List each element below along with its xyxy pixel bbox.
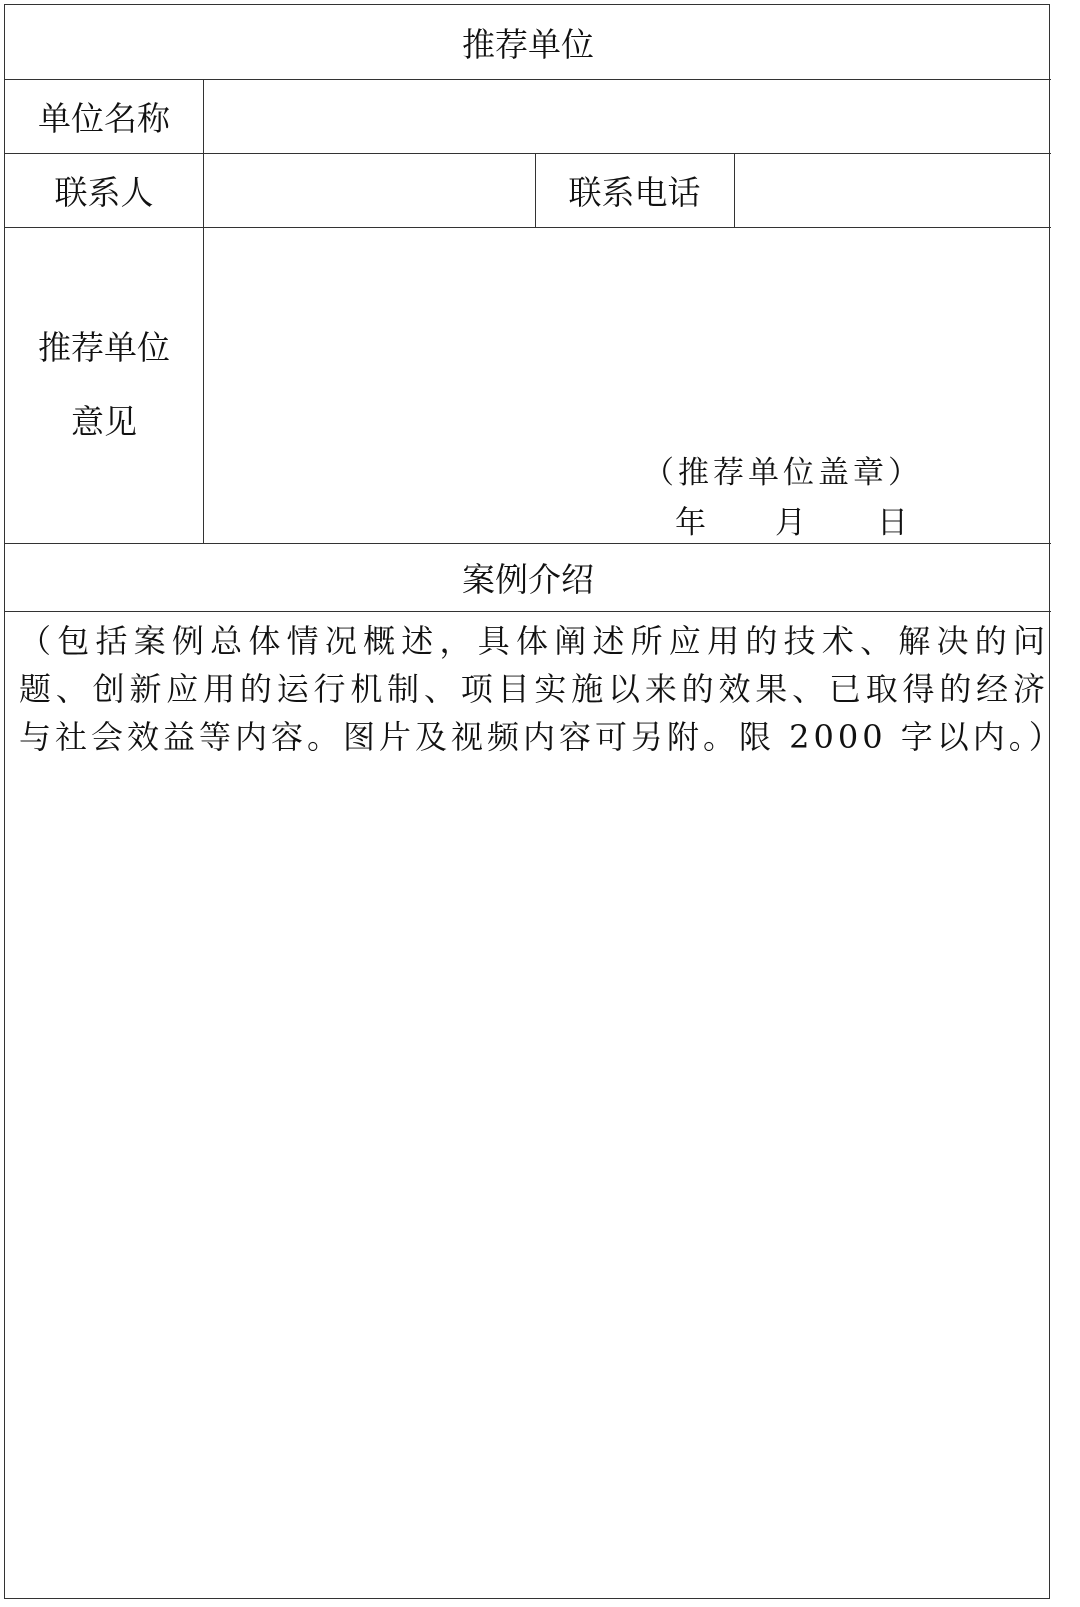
stamp-note: （推荐单位盖章） [643,455,923,491]
case-content-field[interactable] [5,765,1051,1597]
contact-field[interactable] [203,153,535,227]
date-month: 月 [775,505,810,541]
date-day: 日 [877,505,912,541]
date-year: 年 [675,505,710,541]
case-instructions: （包括案例总体情况概述，具体阐述所应用的技术、解决的问题、创新应用的运行机制、项目实施以来的效果、已取得的经济与社会效益等内容。图片及视频内容可另附。限 2000 字以内。） [19,622,1065,756]
recommendation-form [4,4,1065,1599]
opinion-label-line2: 意见 [71,402,137,441]
phone-label: 联系电话 [568,172,701,212]
opinion-label-line1: 推荐单位 [38,328,170,367]
phone-field[interactable] [734,153,1051,227]
unit-name-field[interactable] [203,79,1051,153]
opinion-field[interactable] [203,227,1051,543]
unit-name-label: 单位名称 [38,98,170,138]
opinion-label [5,227,203,543]
section-case-title: 案例介绍 [462,559,594,599]
section-recommend-title: 推荐单位 [462,24,594,64]
contact-label: 联系人 [54,172,154,212]
row-divider [5,611,1051,612]
